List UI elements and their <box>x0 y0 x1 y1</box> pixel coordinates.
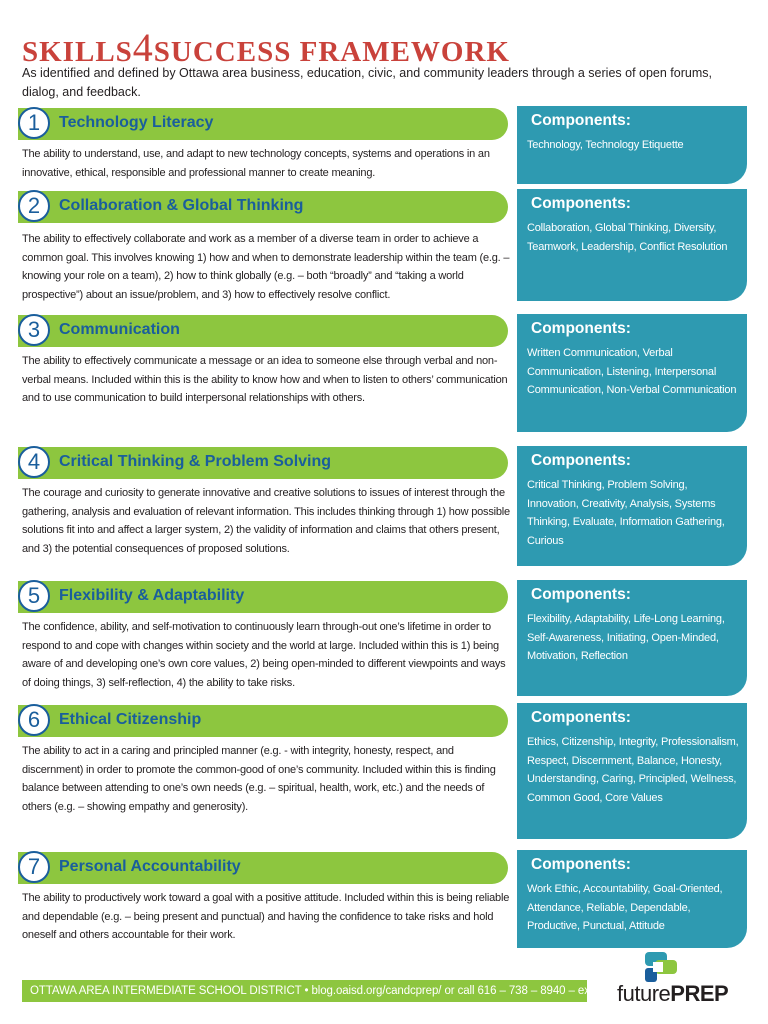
skill-description: The ability to act in a caring and principled manner (e.g. - with integrity, honesty, respect, and discernment) in order to promote the common-good of one’s community. Included within this is finding balance between attending to one’s own needs (e.g. – spiritual, health, work, etc.) and the needs of others (e.g. – showing empathy and generosity). <box>22 745 496 813</box>
components-list: Written Communication, Verbal Communication, Listening, Interpersonal Communication, Non-Verbal Communication <box>527 347 737 396</box>
skill-description: The ability to productively work toward a goal with a positive attitude. Included within this is being reliable and dependable (e.g. – being present and punctual) and having the confidence to take risks and hold oneself and others accountable for their work. <box>22 892 510 941</box>
components-heading: Components: <box>531 320 631 337</box>
title-part2: SUCCESS FRAMEWORK <box>153 36 510 68</box>
skill-title: Critical Thinking & Problem Solving <box>59 453 332 470</box>
skill-number-badge: 5 <box>18 580 50 612</box>
components-heading: Components: <box>531 586 631 603</box>
skill-number-badge: 4 <box>18 446 50 478</box>
skill-title: Flexibility & Adaptability <box>59 587 245 604</box>
components-list: Work Ethic, Accountability, Goal-Oriented, Attendance, Reliable, Dependable, Productive, Punctual, Attitude <box>527 883 723 932</box>
components-list: Critical Thinking, Problem Solving, Innovation, Creativity, Analysis, Systems Thinking, Evaluate, Information Gathering, Curious <box>527 479 725 547</box>
title-part1: SKILLS <box>22 36 133 68</box>
skill-description: The ability to understand, use, and adapt to new technology concepts, systems and operations in an innovative, ethical, responsible and professional manner to create meaning. <box>22 148 490 179</box>
components-box-4 <box>517 446 747 566</box>
components-box-2 <box>517 189 747 301</box>
components-box-7 <box>517 850 747 948</box>
intro-text: As identified and defined by Ottawa area business, education, civic, and community leaders through a series of open forums, dialog, and feedback. <box>22 66 712 99</box>
components-box-6 <box>517 703 747 839</box>
skill-description: The ability to effectively collaborate and work as a member of a diverse team in order to achieve a common goal. This involves knowing 1) how and when to demonstrate leadership within the team (e.g. – knowing your role on a team), 2) how to think globally (e.g. – both “broadly” and “taking a world prospective”) about an issue/problem, and 3) how to effectively resolve conflict. <box>22 233 510 301</box>
skill-number-badge: 3 <box>18 314 50 346</box>
skill-title: Technology Literacy <box>59 114 214 131</box>
logo-word-prep: PREP <box>670 981 729 1006</box>
components-heading: Components: <box>531 112 631 129</box>
skill-number-badge: 1 <box>18 107 50 139</box>
components-heading: Components: <box>531 195 631 212</box>
components-box-1 <box>517 106 747 184</box>
components-list: Flexibility, Adaptability, Life-Long Learning, Self-Awareness, Initiating, Open-Minded, Motivation, Reflection <box>527 613 725 662</box>
components-box-5 <box>517 580 747 696</box>
skill-description: The ability to effectively communicate a message or an idea to someone else through verbal and non-verbal means. Included within this is the ability to know how and when to listen to others’ communication and to use communication to build interpersonal relationships with others. <box>22 355 508 404</box>
skill-title: Ethical Citizenship <box>59 711 202 728</box>
components-list: Ethics, Citizenship, Integrity, Professionalism, Respect, Discernment, Balance, Honesty, Understanding, Caring, Principled, Wellness, Common Good, Core Values <box>527 736 739 804</box>
components-list: Technology, Technology Etiquette <box>527 139 684 151</box>
skill-number-badge: 6 <box>18 704 50 736</box>
skill-title: Collaboration & Global Thinking <box>59 197 304 214</box>
title-number: 4 <box>132 25 154 70</box>
skill-title: Communication <box>59 321 180 338</box>
components-heading: Components: <box>531 856 631 873</box>
skill-description: The confidence, ability, and self-motivation to continuously learn through-out one’s lifetime in order to respond to and cope with changes within society and the world at large. Included within this is 1) being aware of and developing one’s own core values, 2) being open-minded to different viewpoints and ways of doing things, 3) self-reflection, 4) the ability to take risks. <box>22 621 506 689</box>
futureprep-logo <box>617 950 747 1010</box>
skill-title: Personal Accountability <box>59 858 241 875</box>
skill-number-badge: 2 <box>18 190 50 222</box>
footer-contact-bar[interactable]: OTTAWA AREA INTERMEDIATE SCHOOL DISTRICT • blog.oaisd.org/candcprep/ or call 616 – 738 – 8940 – ext. 4039 <box>22 980 587 1002</box>
skill-description: The courage and curiosity to generate innovative and creative solutions to issues of interest through the gathering, analysis and evaluation of relevant information. This includes thinking through 1) how possible solutions fit into and affect a larger system, 2) the validity of information and claims that others present, and 3) the potential consequences of proposed solutions. <box>22 487 510 555</box>
components-box-3 <box>517 314 747 432</box>
futureprep-logo-icon <box>643 950 679 984</box>
components-heading: Components: <box>531 452 631 469</box>
components-heading: Components: <box>531 709 631 726</box>
futureprep-wordmark <box>617 981 728 1007</box>
logo-word-future: future <box>617 981 671 1006</box>
components-list: Collaboration, Global Thinking, Diversity, Teamwork, Leadership, Conflict Resolution <box>527 222 728 253</box>
skill-number-badge: 7 <box>18 851 50 883</box>
